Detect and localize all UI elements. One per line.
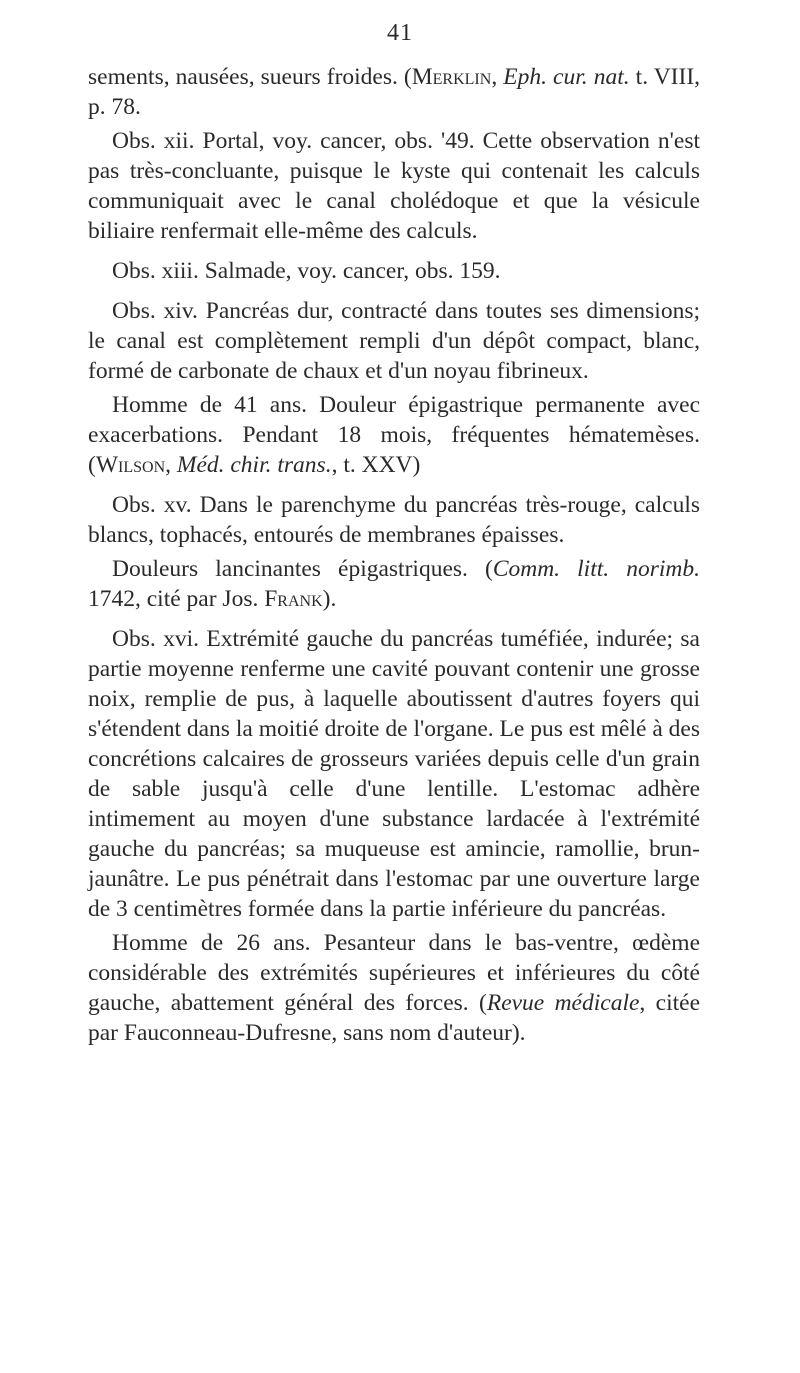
observation-xv-clinical: Douleurs lancinantes épigastriques. (Comm. litt. norimb. 1742, cité par Jos. Frank).: [88, 556, 700, 612]
author-name: Frank: [264, 586, 323, 612]
observation-xiv: Obs. xiv. Pancréas dur, contracté dans toutes ses dimensions; le canal est complètement rempli d'un dépôt compact, blanc, formé de carbonate de chaux et d'un noyau fibrineux.: [88, 298, 700, 384]
journal-citation: Revue médicale: [486, 990, 640, 1016]
observation-label: Obs. xvi.: [112, 626, 199, 652]
author-name: Merklin: [411, 64, 492, 90]
observation-xiii: Obs. xiii. Salmade, voy. cancer, obs. 159.: [112, 258, 501, 284]
page-number: 41: [387, 20, 413, 46]
paragraph-continuation: sements, nausées, sueurs froides. (Merklin, Eph. cur. nat. t. VIII, p. 78.: [88, 64, 701, 120]
journal-citation: Méd. chir. trans.: [176, 452, 332, 478]
observation-xvi: Obs. xvi. Extrémité gauche du pancréas tuméfiée, indurée; sa partie moyenne renferme une cavité pouvant contenir une grosse noix, remplie de pus, à laquelle aboutissent d'autres foyers qui s'étendent dans la moitié droite de l'organe. Le pus est mêlé à des concrétions calcaires de grosseurs variées depuis celle d'un grain de sable jusqu'à celle d'une lentille. L'estomac adhère intimement au moyen d'une substance lardacée à l'extrémité gauche du pancréas; sa muqueuse est amincie, ramollie, brun-jaunâtre. Le pus pénétrait dans l'estomac par une ouverture large de 3 centimètres formée dans la partie inférieure du pancréas.: [88, 626, 700, 922]
observation-label: Obs. xii.: [112, 128, 195, 154]
journal-citation: Eph. cur. nat.: [503, 64, 630, 90]
observation-label: Obs. xiii.: [112, 258, 199, 284]
page-body: [88, 62, 700, 1058]
author-name: Wilson: [95, 452, 166, 478]
observation-xvi-clinical: Homme de 26 ans. Pesanteur dans le bas-ventre, œdème considérable des extrémités supérieures et inférieures du côté gauche, abattement général des forces. (Revue médicale, citée par Fauconneau-Dufresne, sans nom d'auteur).: [88, 930, 700, 1046]
observation-label: Obs. xv.: [112, 492, 192, 518]
observation-xiv-clinical: Homme de 41 ans. Douleur épigastrique permanente avec exacerbations. Pendant 18 mois, fréquentes hématemèses. (Wilson, Méd. chir. trans., t. XXV): [88, 392, 700, 478]
journal-citation: Comm. litt. norimb.: [492, 556, 700, 582]
observation-xv: Obs. xv. Dans le parenchyme du pancréas très-rouge, calculs blancs, tophacés, entourés de membranes épaisses.: [88, 492, 700, 548]
observation-xii: Obs. xii. Portal, voy. cancer, obs. '49. Cette observation n'est pas très-concluante, puisque le kyste qui contenait les calculs communiquait avec le canal cholédoque et que la vésicule biliaire renfermait elle-même des calculs.: [88, 128, 700, 244]
observation-label: Obs. xiv.: [112, 298, 198, 324]
